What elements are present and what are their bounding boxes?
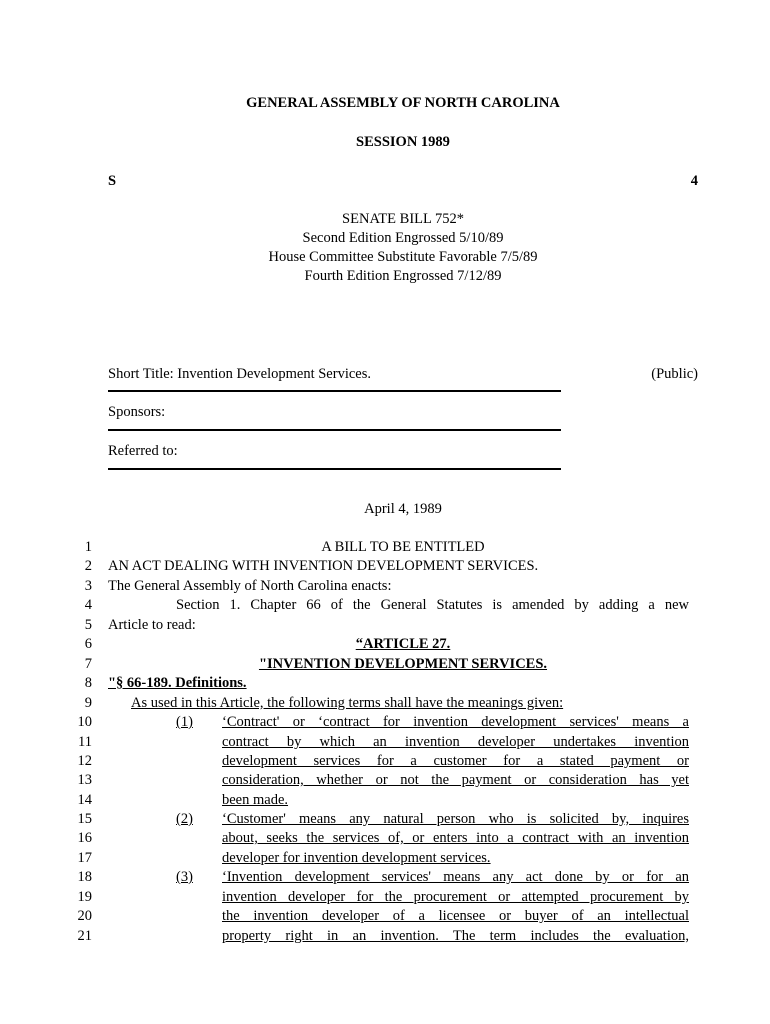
divider-rule <box>108 429 561 431</box>
definition-text: development services for a customer for a stated payment or <box>222 753 689 769</box>
definition-text: the invention developer of a licensee or buyer of an intellectual <box>222 908 689 924</box>
bill-title: SENATE BILL 752* <box>342 211 464 227</box>
definition-text: contract by which an invention developer undertakes invention <box>222 734 689 750</box>
definition-marker: (3) <box>176 869 193 885</box>
line-number: 11 <box>78 734 92 750</box>
assembly-heading: GENERAL ASSEMBLY OF NORTH CAROLINA <box>246 95 560 111</box>
line-number: 14 <box>77 792 92 808</box>
line-number: 7 <box>84 656 92 672</box>
article-number: “ARTICLE 27. <box>355 636 451 652</box>
line-number: 5 <box>84 617 92 633</box>
divider-rule <box>108 390 561 392</box>
definition-marker: (2) <box>176 811 193 827</box>
line-number: 6 <box>84 636 92 652</box>
line-number: 17 <box>77 850 92 866</box>
enacting-clause: The General Assembly of North Carolina enacts: <box>108 578 392 594</box>
sponsors-label: Sponsors: <box>108 404 166 420</box>
edition-line: House Committee Substitute Favorable 7/5/89 <box>268 249 538 265</box>
line-number: 8 <box>84 675 92 691</box>
bill-caption: A BILL TO BE ENTITLED <box>321 539 485 555</box>
line-number: 16 <box>77 830 92 846</box>
act-title: AN ACT DEALING WITH INVENTION DEVELOPMENT SERVICES. <box>108 558 539 574</box>
referred-label: Referred to: <box>108 443 178 459</box>
definition-text: ‘Customer' means any natural person who is solicited by, inquires <box>222 811 689 827</box>
definition-text: developer for invention development services. <box>222 850 491 866</box>
short-title: Short Title: Invention Development Services. <box>108 366 371 382</box>
definition-text: property right in an invention. The term includes the evaluation, <box>222 928 689 944</box>
line-number: 9 <box>84 695 92 711</box>
line-number: 15 <box>77 811 92 827</box>
line-number: 1 <box>84 539 92 555</box>
line-number: 3 <box>84 578 92 594</box>
definition-text: been made. <box>222 792 289 808</box>
edition-line: Fourth Edition Engrossed 7/12/89 <box>304 268 502 284</box>
section-heading: "§ 66-189. Definitions. <box>108 675 247 691</box>
line-number: 2 <box>84 558 92 574</box>
definition-text: about, seeks the services of, or enters into a contract with an invention <box>222 830 689 846</box>
definitions-intro: As used in this Article, the following terms shall have the meanings given: <box>131 695 564 711</box>
line-number: 12 <box>77 753 92 769</box>
line-number: 20 <box>77 908 92 924</box>
definition-text: invention developer for the procurement or attempted procurement by <box>222 889 689 905</box>
section-text: Article to read: <box>108 617 196 633</box>
line-number: 4 <box>84 597 92 613</box>
section-text: Section 1. Chapter 66 of the General Statutes is amended by adding a new <box>176 597 689 613</box>
line-number: 10 <box>77 714 92 730</box>
line-number: 13 <box>77 772 92 788</box>
definition-text: consideration, whether or not the payment or consideration has yet <box>222 772 689 788</box>
article-title: "INVENTION DEVELOPMENT SERVICES. <box>258 656 548 672</box>
definition-text: ‘Contract' or ‘contract for invention development services' means a <box>222 714 689 730</box>
line-number: 21 <box>77 928 92 944</box>
session-heading: SESSION 1989 <box>356 134 450 150</box>
page-number: 4 <box>690 173 698 189</box>
line-number: 19 <box>77 889 92 905</box>
definition-marker: (1) <box>176 714 193 730</box>
public-label: (Public) <box>651 366 698 382</box>
bill-date: April 4, 1989 <box>364 501 442 517</box>
definition-text: ‘Invention development services' means any act done by or for an <box>222 869 689 885</box>
divider-rule <box>108 468 561 470</box>
chamber-letter: S <box>108 173 117 189</box>
edition-line: Second Edition Engrossed 5/10/89 <box>302 230 504 246</box>
line-number: 18 <box>77 869 92 885</box>
